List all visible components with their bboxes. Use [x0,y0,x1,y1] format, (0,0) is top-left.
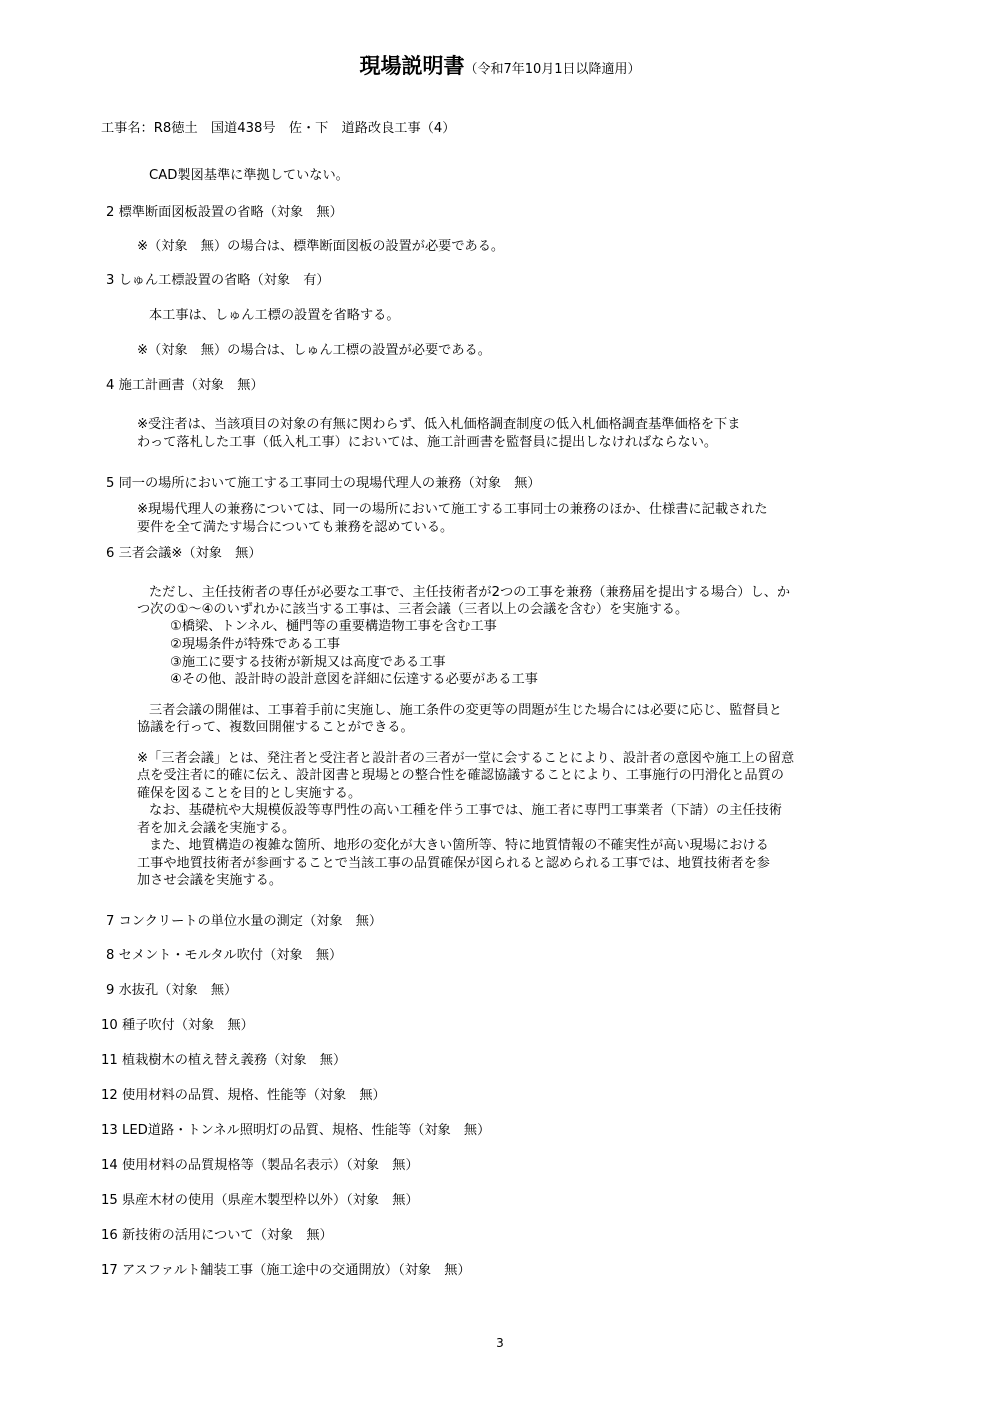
section-10-heading: 10 種子吹付（対象 無） [101,1018,254,1033]
section-4-note-line: ※受注者は、当該項目の対象の有無に関わらず、低入札価格調査制度の低入札価格調査基準価格を下ま [137,417,741,432]
section-6-note-line: 加させ会議を実施する。 [137,873,283,888]
section-12-heading: 12 使用材料の品質、規格、性能等（対象 無） [101,1088,386,1103]
section-6-note-line: ※「三者会議」とは、発注者と受注者と設計者の三者が一堂に会することにより、設計者の意図や施工上の留意 [137,751,795,766]
section-2-heading: 2 標準断面図板設置の省略（対象 無） [106,205,343,220]
section-2-note: ※（対象 無）の場合は、標準断面図板の設置が必要である。 [137,239,505,254]
title-main: 現場説明書 [359,54,465,78]
document-title [0,50,1000,80]
section-5-note-line: ※現場代理人の兼務については、同一の場所において施工する工事同士の兼務のほか、仕様書に記載された [137,502,768,517]
section-6-list-item: ③施工に要する技術が新規又は高度である工事 [170,655,446,670]
section-6-para2-line: 協議を行って、複数回開催することができる。 [137,720,414,735]
section-6-list-item: ①橋梁、トンネル、樋門等の重要構造物工事を含む工事 [170,619,497,634]
section-5-heading: 5 同一の場所において施工する工事同士の現場代理人の兼務（対象 無） [106,476,541,491]
section-6-list-item: ②現場条件が特殊である工事 [170,637,341,652]
section-6-list-item: ④その他、設計時の設計意図を詳細に伝達する必要がある工事 [170,672,538,687]
section-17-heading: 17 アスファルト舗装工事（施工途中の交通開放）（対象 無） [101,1263,471,1278]
section-14-heading: 14 使用材料の品質規格等（製品名表示）（対象 無） [101,1158,419,1173]
page-number: 3 [496,1336,504,1350]
section-6-note-line: 点を受注者に的確に伝え、設計図書と現場との整合性を確認協議することにより、工事施行の円滑化と品質の [137,768,784,783]
section-6-note-line: また、地質構造の複雑な箇所、地形の変化が大きい箇所等、特に地質情報の不確実性が高い現場における [149,838,769,853]
section-6-note-line: 確保を図ることを目的とし実施する。 [137,786,362,801]
project-name: R8徳土 国道438号 佐・下 道路改良工事（4） [153,121,456,136]
section-6-para1-line: つ次の①～④のいずれかに該当する工事は、三者会議（三者以上の会議を含む）を実施する。 [137,602,689,617]
section-3-note: ※（対象 無）の場合は、しゅん工標の設置が必要である。 [137,343,491,358]
section-7-heading: 7 コンクリートの単位水量の測定（対象 無） [106,914,383,929]
section-16-heading: 16 新技術の活用について（対象 無） [101,1228,333,1243]
section-6-note-line: 工事や地質技術者が参画することで当該工事の品質確保が図られると認められる工事では、地質技術者を参 [137,856,770,871]
section-6-para2-line: 三者会議の開催は、工事着手前に実施し、施工条件の変更等の問題が生じた場合には必要に応じ、監督員と [149,703,782,718]
section-8-heading: 8 セメント・モルタル吹付（対象 無） [106,948,343,963]
section-6-note-line: 者を加え会議を実施する。 [137,821,296,836]
project-line [101,121,455,138]
section-6-para1-line: ただし、主任技術者の専任が必要な工事で、主任技術者が2つの工事を兼務（兼務届を提出する場合）し、か [149,585,791,600]
section-3-heading: 3 しゅん工標設置の省略（対象 有） [106,273,330,288]
section-6-note-line: なお、基礎杭や大規模仮設等専門性の高い工種を伴う工事では、施工者に専門工事業者（下請）の主任技術 [149,803,782,818]
intro-note: CAD製図基準に準拠していない。 [149,168,349,183]
section-6-heading: 6 三者会議※（対象 無） [106,546,262,561]
section-4-note-line: わって落札した工事（低入札工事）においては、施工計画書を監督員に提出しなければならない。 [137,435,718,450]
section-4-heading: 4 施工計画書（対象 無） [106,378,264,393]
section-9-heading: 9 水抜孔（対象 無） [106,983,238,998]
section-13-heading: 13 LED道路・トンネル照明灯の品質、規格、性能等（対象 無） [101,1123,491,1138]
section-15-heading: 15 県産木材の使用（県産木製型枠以外）（対象 無） [101,1193,419,1208]
title-subtitle: （令和7年10月1日以降適用） [464,62,641,77]
section-11-heading: 11 植栽樹木の植え替え義務（対象 無） [101,1053,347,1068]
project-label: 工事名： [101,121,154,136]
section-5-note-line: 要件を全て満たす場合についても兼務を認めている。 [137,520,454,535]
section-3-body: 本工事は、しゅん工標の設置を省略する。 [149,308,400,323]
